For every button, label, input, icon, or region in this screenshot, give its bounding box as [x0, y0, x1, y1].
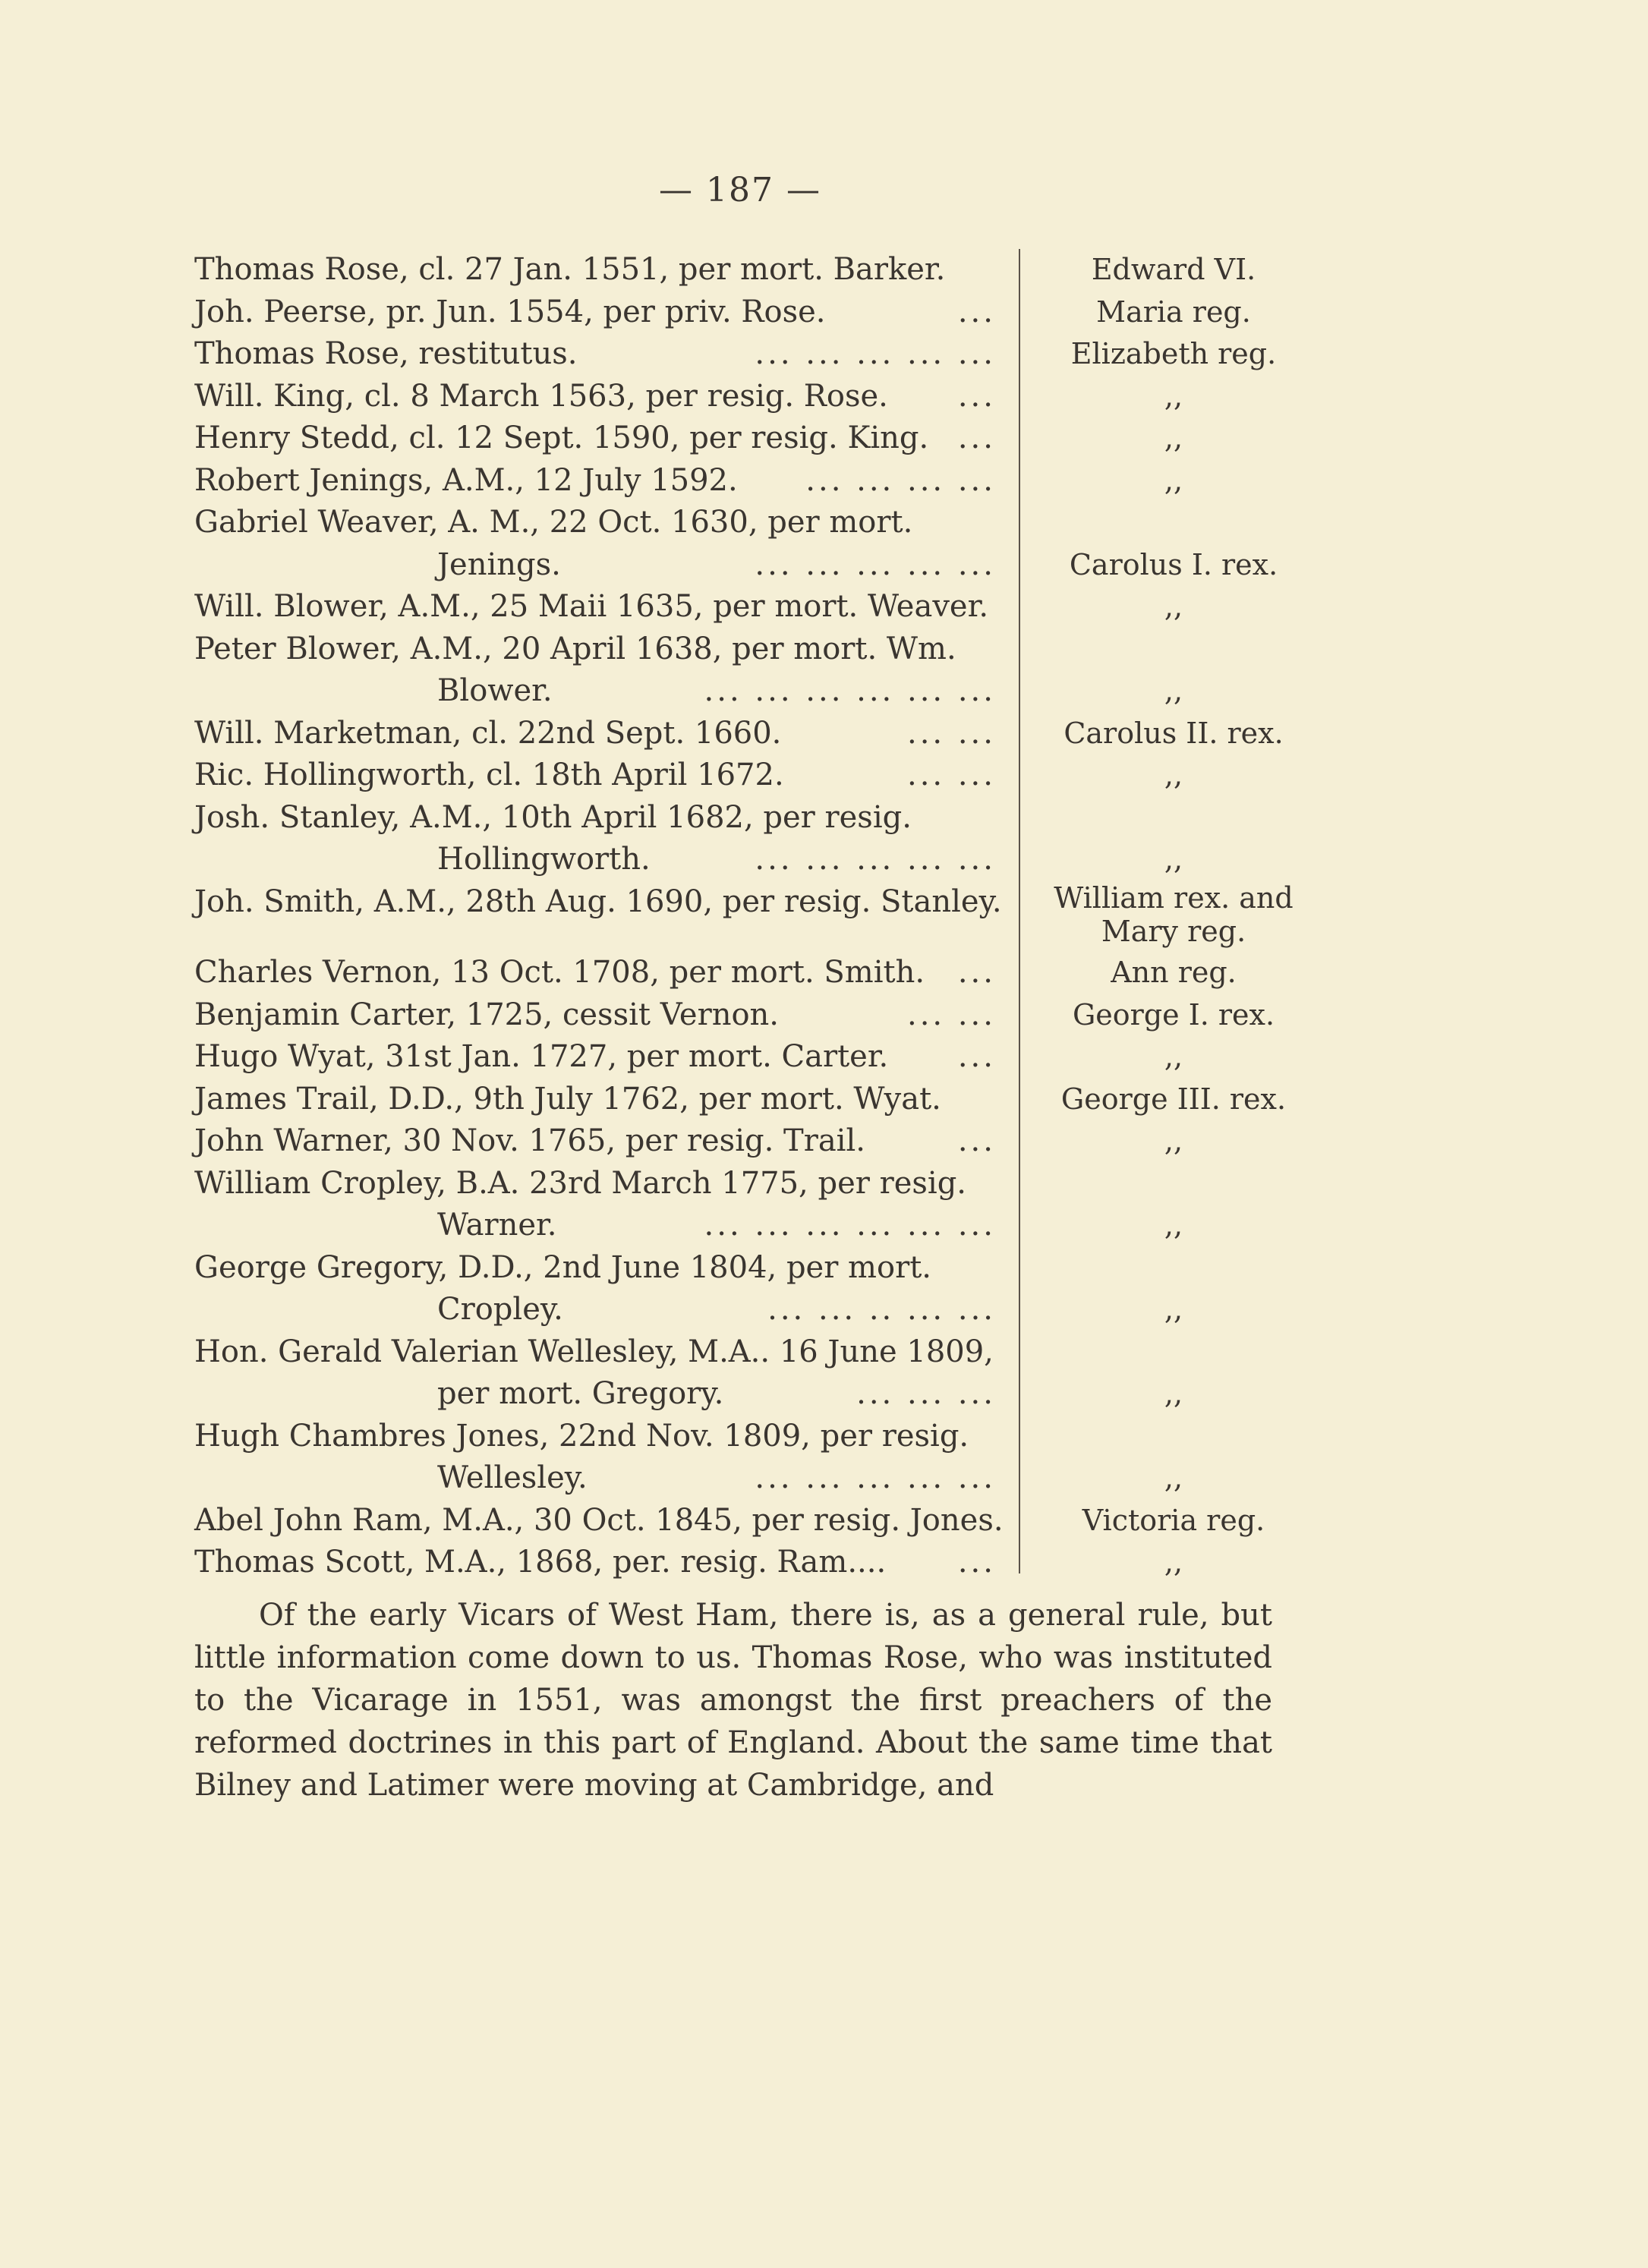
leader-dots: ...: [957, 378, 996, 414]
ditto-mark: ,,: [1164, 590, 1183, 623]
ditto-mark: ,,: [1164, 1377, 1183, 1410]
leader-dots: ... ...: [906, 758, 996, 792]
list-row: [194, 417, 1318, 460]
vicar-text: Hugo Wyat, 31st Jan. 1727, per mort. Carter.: [194, 1039, 889, 1074]
ditto-mark: ,,: [1164, 463, 1183, 497]
list-row: [194, 839, 1318, 881]
leader-dots: ... ... ... ... ...: [755, 842, 996, 877]
vicar-entry: [194, 376, 999, 417]
vicar-entry: [194, 1120, 999, 1162]
list-row: [194, 880, 1318, 948]
vicar-text: Blower.: [437, 673, 553, 708]
reign-label: George I. rex.: [1072, 997, 1275, 1032]
vicar-entry: [194, 586, 999, 628]
leader-dots: ...: [957, 955, 996, 990]
leader-dots: [941, 1079, 999, 1120]
vicar-text: Thomas Rose, restitutus.: [194, 336, 578, 371]
list-row: [194, 1416, 1318, 1458]
vicar-text: William Cropley, B.A. 23rd March 1775, per resig.: [194, 1165, 967, 1201]
ditto-mark: ,,: [1164, 1461, 1183, 1495]
ditto-mark: ,,: [1164, 758, 1183, 792]
vicar-text: Wellesley.: [437, 1460, 588, 1495]
list-row: [194, 502, 1318, 544]
vicar-text: Henry Stedd, cl. 12 Sept. 1590, per resig. King.: [194, 421, 929, 455]
vicar-entry-continued: [194, 1373, 999, 1415]
vicar-entry: [194, 1247, 999, 1289]
list-row: [194, 1036, 1318, 1079]
leader-dots: [912, 502, 999, 543]
vicar-entry: [194, 1163, 999, 1205]
reign-label: William rex. and Mary reg.: [1054, 880, 1294, 948]
vicar-entry: [194, 1331, 999, 1373]
leader-dots: [969, 1416, 999, 1457]
leader-dots: ... ... ... ... ... ...: [704, 1208, 996, 1243]
list-row: [194, 1500, 1318, 1542]
list-row: [194, 994, 1318, 1037]
leader-dots: [994, 1331, 999, 1373]
vicar-entry-continued: [194, 670, 999, 712]
list-row: [194, 1163, 1318, 1205]
vicar-text: Thomas Rose, cl. 27 Jan. 1551, per mort. Barker.: [194, 252, 946, 287]
vicar-entry: [194, 713, 999, 754]
vicar-entry: [194, 994, 999, 1036]
vicar-entry: [194, 628, 999, 670]
list-row: [194, 249, 1318, 291]
vicar-text: Hugh Chambres Jones, 22nd Nov. 1809, per resig.: [194, 1418, 969, 1454]
vicar-text: Peter Blower, A.M., 20 April 1638, per mort. Wm.: [194, 631, 956, 666]
body-paragraph: Of the early Vicars of West Ham, there is, as a general rule, but little information come down to us. Thomas Rose, who was instituted to the Vicarage in 1551, was amongst the first preachers of the reformed doctrines in this part of England. About the same time that Bilney and Latimer were moving at Cambridge, and: [194, 1598, 1272, 1803]
leader-dots: ...: [957, 421, 996, 455]
ditto-mark: ,,: [1164, 421, 1183, 455]
list-row: [194, 754, 1318, 797]
leader-dots: [1002, 881, 1005, 923]
vicar-text: Warner.: [437, 1208, 557, 1243]
list-row: [194, 1457, 1318, 1500]
vicar-entry: [194, 1416, 999, 1457]
leader-dots: [945, 249, 999, 291]
list-row: [194, 291, 1318, 334]
leader-dots: [966, 1163, 999, 1205]
list-row: [194, 1120, 1318, 1163]
vicar-text: Ric. Hollingworth, cl. 18th April 1672.: [194, 758, 784, 792]
list-row: [194, 376, 1318, 418]
list-row: [194, 713, 1318, 755]
leader-dots: ... ... ...: [856, 1376, 996, 1411]
leader-dots: ... ... ... ... ...: [755, 336, 996, 371]
reign-label: Carolus I. rex.: [1069, 547, 1278, 581]
vicar-entry: [194, 249, 999, 291]
vicar-text: Thomas Scott, M.A., 1868, per. resig. Ram....: [194, 1545, 887, 1580]
list-row: [194, 1373, 1318, 1416]
vicar-entry: [194, 333, 999, 375]
vicar-text: Jenings.: [437, 547, 561, 582]
vicar-entry-continued: [194, 544, 999, 586]
vicar-list: [194, 249, 1318, 1584]
vicar-text: per mort. Gregory.: [437, 1376, 724, 1411]
vicar-text: Benjamin Carter, 1725, cessit Vernon.: [194, 997, 780, 1032]
leader-dots: [1004, 1500, 1007, 1542]
vicar-text: Cropley.: [437, 1292, 563, 1327]
vicar-entry: [194, 952, 999, 994]
vicar-text: Joh. Smith, A.M., 28th Aug. 1690, per resig. Stanley.: [194, 884, 1002, 919]
leader-dots: [956, 628, 999, 670]
vicar-entry: [194, 1079, 999, 1120]
vicar-entry: [194, 460, 999, 502]
vicar-text: James Trail, D.D., 9th July 1762, per mort. Wyat.: [194, 1081, 941, 1117]
vicar-text: Joh. Peerse, pr. Jun. 1554, per priv. Rose.: [194, 294, 826, 329]
vicar-entry-continued: [194, 839, 999, 880]
ditto-mark: ,,: [1164, 1293, 1183, 1326]
vicar-text: Josh. Stanley, A.M., 10th April 1682, per resig.: [194, 799, 912, 835]
list-row: [194, 333, 1318, 376]
ditto-mark: ,,: [1164, 674, 1183, 707]
reign-label: Ann reg.: [1111, 956, 1237, 989]
leader-dots: ...: [957, 1545, 996, 1580]
vicar-text: John Warner, 30 Nov. 1765, per resig. Trail.: [194, 1123, 865, 1158]
list-row: [194, 952, 1318, 994]
ditto-mark: ,,: [1164, 1208, 1183, 1242]
list-row: [194, 628, 1318, 671]
list-row: [194, 544, 1318, 587]
reign-label: Edward VI.: [1091, 253, 1256, 286]
vicar-text: Will. Blower, A.M., 25 Maii 1635, per mort. Weaver.: [194, 589, 989, 624]
vicar-entry: [194, 881, 1002, 923]
ditto-mark: ,,: [1164, 1040, 1183, 1073]
vicar-text: Charles Vernon, 13 Oct. 1708, per mort. Smith.: [194, 955, 925, 990]
leader-dots: ... ...: [906, 715, 996, 751]
leader-dots: ...: [957, 1123, 996, 1158]
leader-dots: ... ... ... ... ...: [755, 1460, 996, 1495]
vicar-entry: [194, 502, 999, 543]
reign-label: George III. rex.: [1060, 1082, 1287, 1116]
ditto-mark: ,,: [1164, 843, 1183, 876]
vicar-text: Robert Jenings, A.M., 12 July 1592.: [194, 462, 738, 498]
leader-dots: ... ... ... ... ... ...: [704, 673, 996, 708]
list-row: [194, 1079, 1318, 1121]
list-row: [194, 1247, 1318, 1290]
list-row: [194, 1205, 1318, 1247]
leader-dots: ...: [957, 294, 996, 329]
vicar-text: Gabriel Weaver, A. M., 22 Oct. 1630, per mort.: [194, 505, 913, 540]
list-row: [194, 1289, 1318, 1331]
list-row: [194, 670, 1318, 713]
vicar-entry: [194, 291, 999, 333]
list-row: [194, 1331, 1318, 1374]
vicar-entry-continued: [194, 1457, 999, 1499]
vicar-entry-continued: [194, 1289, 999, 1331]
leader-dots: ... ... ... ...: [805, 462, 996, 498]
leader-dots: ... ... ... ... ...: [755, 547, 996, 582]
list-row: [194, 797, 1318, 839]
leader-dots: [931, 1247, 999, 1289]
vicar-entry: [194, 1036, 999, 1078]
leader-dots: [912, 797, 999, 839]
reign-label: Carolus II. rex.: [1063, 716, 1284, 750]
leader-dots: ... ...: [906, 997, 996, 1032]
leader-dots: ...: [957, 1039, 996, 1074]
reign-label: Maria reg.: [1096, 295, 1251, 329]
ditto-mark: ,,: [1164, 379, 1183, 413]
vicar-entry: [194, 1542, 999, 1583]
vicar-text: Hon. Gerald Valerian Wellesley, M.A.. 16 June 1809,: [194, 1334, 994, 1369]
vicar-entry: [194, 417, 999, 459]
vicar-text: George Gregory, D.D., 2nd June 1804, per mort.: [194, 1249, 931, 1285]
page-number: — 187 —: [659, 171, 821, 209]
list-row: [194, 460, 1318, 502]
vicar-text: Abel John Ram, M.A., 30 Oct. 1845, per resig. Jones.: [194, 1502, 1004, 1538]
reign-label: Elizabeth reg.: [1070, 337, 1277, 370]
leader-dots: [988, 586, 999, 628]
vicar-entry: [194, 1500, 1004, 1542]
list-row: [194, 586, 1318, 628]
reign-label: Victoria reg.: [1082, 1503, 1265, 1537]
vicar-text: Will. Marketman, cl. 22nd Sept. 1660.: [194, 715, 782, 751]
vicar-entry: [194, 797, 999, 839]
ditto-mark: ,,: [1164, 1124, 1183, 1158]
list-row: [194, 1542, 1318, 1584]
vicar-text: Will. King, cl. 8 March 1563, per resig. Rose.: [194, 378, 888, 414]
vicar-entry: [194, 754, 999, 796]
ditto-mark: ,,: [1164, 1545, 1183, 1579]
vicar-text: Hollingworth.: [437, 842, 651, 877]
vicar-entry-continued: [194, 1205, 999, 1246]
leader-dots: ... ... .. ... ...: [767, 1292, 996, 1327]
